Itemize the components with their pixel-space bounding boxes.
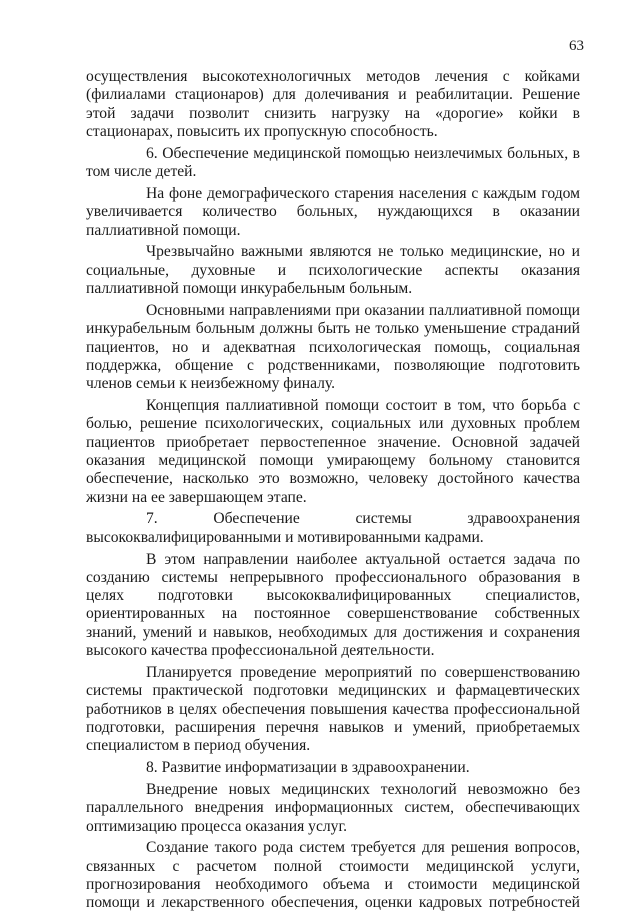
paragraph: В этом направлении наиболее актуальной остается задача по созданию системы непрерывного профессионального образования в целях подготовки высококвалифицированных специалистов, ориентированных на постоянное совершенствование собственных знаний, умений и навыков, необходимых для достижения и сохранения высокого качества профессиональной деятельности. xyxy=(86,550,580,660)
body-text xyxy=(86,68,580,916)
section-heading-7-line2: высококвалифицированными и мотивированными кадрами. xyxy=(86,528,484,546)
paragraph: Основными направлениями при оказании паллиативной помощи инкурабельным больным должны быть не только уменьшение страданий пациентов, но и адекватная психологическая помощь, социальная поддержка, общение с родственниками, позволяющие подготовить членов семьи к неизбежному финалу. xyxy=(86,301,580,393)
section-heading-7-line1: 7. Обеспечение системы здравоохранения xyxy=(146,510,580,528)
page-number: 63 xyxy=(569,38,584,54)
paragraph: На фоне демографического старения населения с каждым годом увеличивается количество больных, нуждающихся в оказании паллиативной помощи. xyxy=(86,184,580,239)
paragraph: Планируется проведение мероприятий по совершенствованию системы практической подготовки медицинских и фармацевтических работников в целях обеспечения повышения качества профессиональной подготовки, расширения перечня навыков и умений, приобретаемых специалистом в период обучения. xyxy=(86,663,580,755)
section-heading-8: 8. Развитие информатизации в здравоохранении. xyxy=(146,759,470,777)
paragraph: Чрезвычайно важными являются не только медицинские, но и социальные, духовные и психологические аспекты оказания паллиативной помощи инкурабельным больным. xyxy=(86,243,580,298)
paragraph-continues: Создание такого рода систем требуется для решения вопросов, связанных с расчетом полной стоимости медицинской услуги, прогнозирования необходимого объема и стоимости медицинской помощи и лекарственного обеспечения, оценки кадровых потребностей xyxy=(86,839,580,912)
paragraph-continuation: осуществления высокотехнологичных методов лечения с койками (филиалами стационаров) для долечивания и реабилитации. Решение этой задачи позволит снизить нагрузку на «дорогие» койки в стационарах, повысить их пропускную способность. xyxy=(86,68,580,140)
paragraph: Внедрение новых медицинских технологий невозможно без параллельного внедрения информационных систем, обеспечивающих оптимизацию процесса оказания услуг. xyxy=(86,780,580,835)
section-heading-6: 6. Обеспечение медицинской помощью неизлечимых больных, в том числе детей. xyxy=(86,144,580,181)
paragraph: Концепция паллиативной помощи состоит в том, что борьба с болью, решение психологических, социальных или духовных проблем пациентов приобретает первостепенное значение. Основной задачей оказания медицинской помощи умирающему больному становится обеспечение, насколько это возможно, человеку достойного качества жизни на ее завершающем этапе. xyxy=(86,397,580,506)
